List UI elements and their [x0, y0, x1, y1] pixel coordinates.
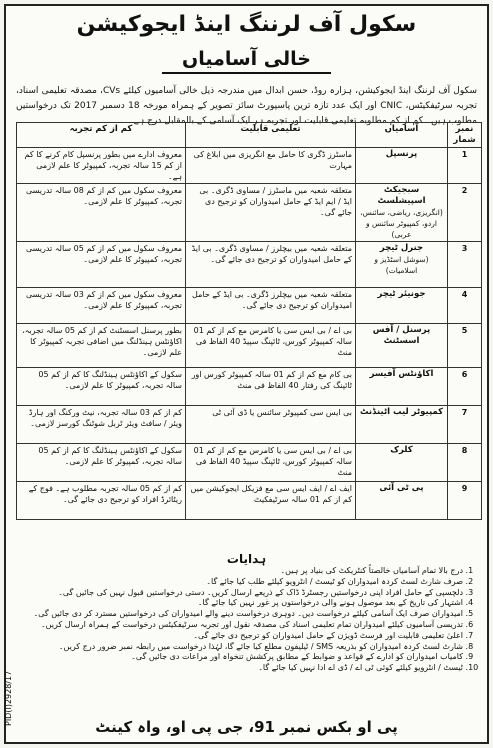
instruction-item: 8. شارٹ لسٹ کردہ امیدواران کو بذریعہ SMS / ٹیلیفون مطلع کیا جائے گا، لہٰذا درخواست میں رابطہ نمبر ضرور درج کریں۔	[24, 642, 463, 653]
post-title: کلرک	[390, 445, 413, 455]
header-post: آسامیاں	[356, 123, 448, 148]
cell-no: 4	[448, 288, 482, 324]
advertisement-page	[4, 4, 489, 744]
table-row	[17, 288, 482, 324]
post-title: جنرل ٹیچر	[379, 243, 424, 253]
cell-post	[356, 242, 448, 288]
table-row	[17, 406, 482, 444]
header-no: نمبر شمار	[448, 123, 482, 148]
cell-experience: معروف سکول میں کم از کم 05 سالہ تدریسی تجربہ، کمپیوٹر کا علم لازمی۔	[17, 242, 186, 288]
cell-qualification: متعلقہ شعبہ میں ماسٹرز / مساوی ڈگری۔ بی ایڈ / ایم ایڈ کے حامل امیدواران کو ترجیح دی جائے گی۔	[186, 184, 356, 242]
reference-number: PID(I)2928/17	[4, 670, 13, 726]
cell-no: 7	[448, 406, 482, 444]
instruction-item: 1. درج بالا تمام آسامیاں خالصتاً کنٹریکٹ کی بنیاد پر ہیں۔	[24, 566, 463, 577]
instruction-item: 4. اشتہار کی تاریخ کے بعد موصول ہونے والی درخواستوں پر غور نہیں کیا جائے گا۔	[24, 598, 463, 609]
instruction-item: 6. تدریسی آسامیوں کیلئے امیدواران تمام تعلیمی اسناد کی مصدقہ نقول اور تجربہ سرٹیفکیٹس درخواست کے ہمراہ ارسال کریں۔	[24, 620, 463, 631]
cell-experience: کم از کم 03 سالہ تجربہ، نیٹ ورکنگ اور ہارڈ ویئر / سافٹ ویئر ٹربل شوٹنگ کورسز لازمی۔	[17, 406, 186, 444]
cell-no: 3	[448, 242, 482, 288]
instruction-item: 10. ٹیسٹ / انٹرویو کیلئے کوئی ٹی اے / ڈی اے ادا نہیں کیا جائے گا۔	[24, 663, 463, 674]
instruction-item: 5. امیدواران صرف ایک آسامی کیلئے درخواست دیں۔ دوہری درخواست دینے والے امیدواران کی درخواستیں مسترد کر دی جائیں گی۔	[24, 609, 463, 620]
table-row	[17, 368, 482, 406]
table-header-row	[17, 123, 482, 148]
footer-address: پی او بکس نمبر 91، جی پی او، واہ کینٹ	[95, 718, 398, 736]
cell-post	[356, 444, 448, 482]
cell-qualification: بی اے / بی ایس سی یا کامرس مع کم از کم 01 سالہ کمپیوٹر کورس، ٹائپنگ سپیڈ 40 الفاظ فی منٹ	[186, 324, 356, 368]
post-subjects: (سوشل اسٹڈیز و اسلامیات)	[374, 255, 429, 275]
table-row	[17, 444, 482, 482]
post-title: پی ٹی آئی	[379, 483, 424, 493]
intro-paragraph: سکول آف لرننگ اینڈ ایجوکیشن، ہزارہ روڈ، حسن ابدال میں مندرجہ ذیل خالی آسامیوں کیلئے CVs، مصدقہ تعلیمی اسناد، تجربہ سرٹیفکیٹس، CNIC اور ایک عدد تازہ ترین پاسپورٹ سائز تصویر کے ہمراہ مورخہ 18 دسمبر 2017 تک درخواستیں مطلوب ہیں۔ کم از کم مطلوبہ تعلیمی قابلیت اور تجربہ ہر ایک آسامی کے بالمقابل درج ہے۔	[16, 86, 477, 126]
post-title: پرنسپل	[385, 149, 418, 159]
cell-no: 6	[448, 368, 482, 406]
cell-post	[356, 482, 448, 520]
cell-qualification: متعلقہ شعبہ میں بیچلرز ڈگری۔ بی ایڈ کے حامل امیدواران کو ترجیح دی جائے گی۔	[186, 288, 356, 324]
post-title: پرسنل / آفس اسسٹنٹ	[372, 325, 431, 346]
subtitle-text: خالی آسامیاں	[162, 48, 331, 74]
cell-experience: بطور پرسنل اسسٹنٹ کم از کم 05 سالہ تجربہ، اکاؤنٹس ہینڈلنگ میں اضافی تجربہ کمپیوٹر کا علم لازمی۔	[17, 324, 186, 368]
cell-post	[356, 368, 448, 406]
header-experience: کم از کم تجربہ	[17, 123, 186, 148]
cell-post	[356, 148, 448, 184]
table-row	[17, 184, 482, 242]
table-row	[17, 324, 482, 368]
instruction-item: 7. اعلیٰ تعلیمی قابلیت اور فرسٹ ڈویژن کے حامل امیدواران کو ترجیح دی جائے گی۔	[24, 631, 463, 642]
vacancy-table	[16, 122, 482, 520]
page-title: سکول آف لرننگ اینڈ ایجوکیشن	[76, 12, 417, 37]
page-subtitle	[6, 48, 487, 70]
cell-post	[356, 406, 448, 444]
cell-qualification: بی اے / بی ایس سی یا کامرس مع کم از کم 01 سالہ کمپیوٹر کورس، ٹائپنگ سپیڈ 40 الفاظ فی منٹ	[186, 444, 356, 482]
table-row	[17, 148, 482, 184]
cell-no: 1	[448, 148, 482, 184]
table-body	[17, 148, 482, 520]
cell-experience: کم از کم 05 سالہ تجربہ مطلوب ہے۔ فوج کے ریٹائرڈ افراد کو ترجیح دی جائے گی۔	[17, 482, 186, 520]
cell-experience: معروف سکول میں کم از کم 08 سالہ تدریسی تجربہ، کمپیوٹر کا علم لازمی۔	[17, 184, 186, 242]
cell-qualification: ایف اے / ایف ایس سی مع فزیکل ایجوکیشن میں کم از کم 01 سالہ سرٹیفکیٹ	[186, 482, 356, 520]
instruction-item: 2. صرف شارٹ لسٹ کردہ امیدواران کو ٹیسٹ / انٹرویو کیلئے طلب کیا جائے گا۔	[24, 577, 463, 588]
cell-experience: معروف سکول میں کم از کم 03 سالہ تدریسی تجربہ، کمپیوٹر کا علم لازمی۔	[17, 288, 186, 324]
table-row	[17, 482, 482, 520]
cell-qualification: بی کام مع کم از کم 01 سالہ کمپیوٹر کورس اور ٹائپنگ کی رفتار 40 الفاظ فی منٹ	[186, 368, 356, 406]
cell-no: 8	[448, 444, 482, 482]
cell-experience: سکول کے اکاؤنٹس ہینڈلنگ کا کم از کم 05 سالہ تجربہ، کمپیوٹر کا علم لازمی۔	[17, 368, 186, 406]
cell-post	[356, 324, 448, 368]
cell-post	[356, 184, 448, 242]
cell-qualification: بی ایس سی کمپیوٹر سائنس یا ڈی آئی ٹی	[186, 406, 356, 444]
header-qualification: تعلیمی قابلیت	[186, 123, 356, 148]
instruction-item: 3. دلچسپی کے حامل افراد اپنی درخواستیں رجسٹرڈ ڈاک کے ذریعے ارسال کریں۔ دستی درخواستیں قبول نہیں کی جائیں گی۔	[24, 588, 463, 599]
table-row	[17, 242, 482, 288]
cell-post	[356, 288, 448, 324]
instruction-item: 9. کامیاب امیدواران کو ادارے کے قواعد و ضوابط کے مطابق پرکشش تنخواہ اور مراعات دی جائیں گی۔	[24, 652, 463, 663]
cell-qualification: متعلقہ شعبہ میں بیچلرز / مساوی ڈگری۔ بی ایڈ کے حامل امیدواران کو ترجیح دی جائے گی۔	[186, 242, 356, 288]
cell-no: 2	[448, 184, 482, 242]
post-title: اکاؤنٹس آفیسر	[369, 369, 434, 379]
instructions-title: ہدایات	[226, 552, 267, 566]
cell-qualification: ماسٹرز ڈگری کا حامل مع انگریزی میں ابلاغ کی مہارت	[186, 148, 356, 184]
post-subjects: (انگریزی، ریاضی، سائنس، اردو، کمپیوٹر سائنس و عربی)	[360, 208, 443, 239]
post-title: جونیئر ٹیچر	[377, 289, 426, 299]
cell-experience: معروف ادارے میں بطور پرنسپل کام کرنے کا کم از کم 15 سالہ تجربہ، کمپیوٹر کا علم لازمی ہے۔	[17, 148, 186, 184]
cell-no: 9	[448, 482, 482, 520]
cell-no: 5	[448, 324, 482, 368]
cell-experience: سکول کے اکاؤنٹس ہینڈلنگ کا کم از کم 05 سالہ تجربہ، کمپیوٹر کا علم لازمی۔	[17, 444, 186, 482]
post-title: کمپیوٹر لیب اٹینڈنٹ	[359, 407, 444, 417]
instructions-list	[24, 566, 477, 674]
post-title: سبجیکٹ اسپیشلسٹ	[377, 185, 426, 206]
